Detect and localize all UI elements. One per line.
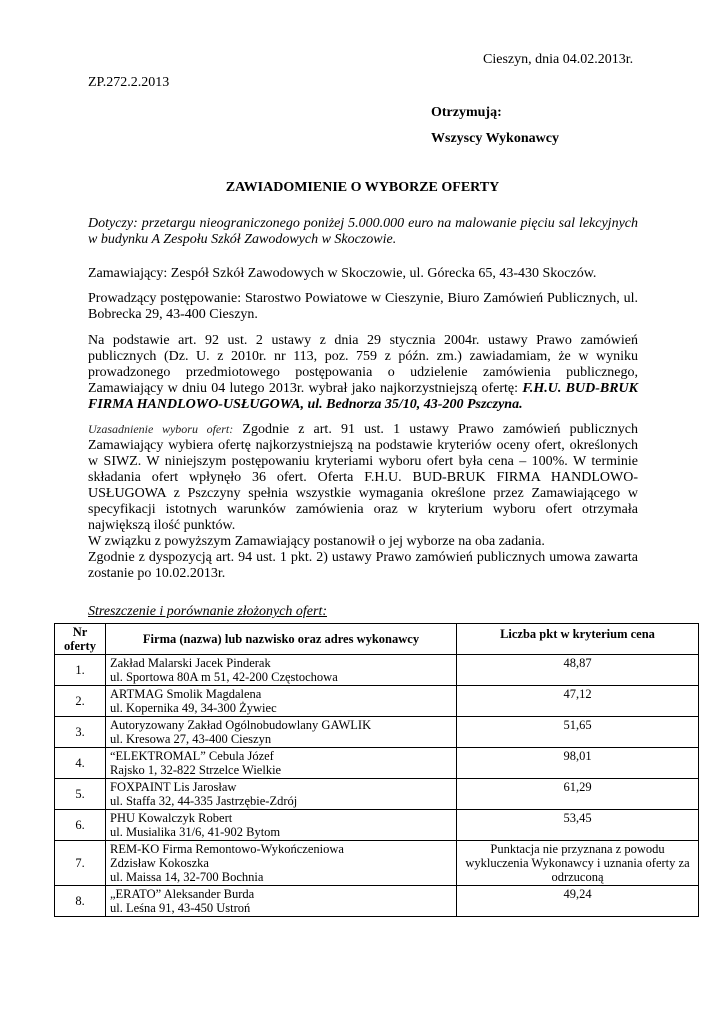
offer-points: 48,87 [457,655,699,686]
reference-number: ZP.272.2.2013 [88,75,170,90]
offer-contractor [106,810,457,841]
contractor-name: PHU Kowalczyk Robert [110,811,233,825]
contractor-name: Autoryzowany Zakład Ogólnobudowlany GAWLIK [110,718,372,732]
table-header-row [55,624,699,655]
contracting-authority: Zamawiający: Zespół Szkół Zawodowych w Skoczowie, ul. Górecka 65, 43-430 Skoczów. [88,266,597,281]
table-row [55,717,699,748]
justification-paragraph [88,421,638,582]
offer-number: 5. [55,779,106,810]
header-nr: Nr oferty [55,624,106,655]
offer-points: 61,29 [457,779,699,810]
offer-points: 51,65 [457,717,699,748]
offer-contractor [106,841,457,886]
offer-number: 1. [55,655,106,686]
justification-text: Zgodnie z art. 91 ust. 1 ustawy Prawo zamówień publicznych Zamawiający wybiera ofertę najkorzystniejszą na podstawie kryteriów oceny ofert, określonych w SIWZ. W niniejszym postępowaniu kryteriami wyboru ofert była cena – 100%. W terminie składania ofert wpłynęło 36 ofert. Oferta F.H.U. BUD-BRUK FIRMA HANDLOWO-USŁUGOWA z Pszczyny spełnia wszystkie wymagania określone przez Zamawiającego w specyfikacji istotnych warunków zamówienia oraz w kryterium wyboru ofert otrzymała największą ilość punktów. [88,422,638,533]
offer-number: 2. [55,686,106,717]
contractor-address: ul. Musialika 31/6, 41-902 Bytom [110,825,281,839]
justification-label: Uzasadnienie wyboru ofert: [88,422,234,436]
table-row [55,686,699,717]
table-row [55,810,699,841]
offer-contractor [106,748,457,779]
offer-points: Punktacja nie przyznana z powodu wykluczenia Wykonawcy i uznania oferty za odrzuconą [457,841,699,886]
subject: Dotyczy: przetargu nieograniczonego poniżej 5.000.000 euro na malowanie pięciu sal lekcyjnych w budynku A Zespołu Szkół Zawodowych w Skoczowie. [88,216,638,247]
table-row [55,779,699,810]
offer-points: 49,24 [457,886,699,917]
offer-contractor [106,779,457,810]
contractor-address: ul. Staffa 32, 44-335 Jastrzębie-Zdrój [110,794,298,808]
conducting-party: Prowadzący postępowanie: Starostwo Powiatowe w Cieszynie, Biuro Zamówień Publicznych, ul. Bobrecka 29, 43-400 Cieszyn. [88,291,638,322]
contractor-address: Zdzisław Kokoszka [110,856,209,870]
place-date: Cieszyn, dnia 04.02.2013r. [483,52,634,67]
header-points: Liczba pkt w kryterium cena [457,624,699,655]
justification-main [88,421,638,534]
contractor-address: ul. Leśna 91, 43-450 Ustroń [110,901,251,915]
offer-number: 8. [55,886,106,917]
offers-table [54,623,699,917]
contractor-address-line-2: ul. Maissa 14, 32-700 Bochnia [110,870,264,884]
justification-line-2: W związku z powyższym Zamawiający postanowił o jej wyborze na oba zadania. [88,534,545,549]
decision-paragraph [88,333,638,413]
contractor-address: ul. Kopernika 49, 34-300 Żywiec [110,701,277,715]
table-row [55,886,699,917]
recipients-block [431,100,559,152]
justification-line-3: Zgodnie z dyspozycją art. 94 ust. 1 pkt. 2) ustawy Prawo zamówień publicznych umowa zawarta zostanie po 10.02.2013r. [88,550,638,581]
contractor-name: FOXPAINT Lis Jarosław [110,780,237,794]
contractor-name: REM-KO Firma Remontowo-Wykończeniowa [110,842,344,856]
header-firm: Firma (nazwa) lub nazwisko oraz adres wykonawcy [106,624,457,655]
offers-table-body [55,655,699,917]
offer-contractor [106,717,457,748]
offer-points: 53,45 [457,810,699,841]
contractor-address: Rajsko 1, 32-822 Strzelce Wielkie [110,763,282,777]
table-row [55,748,699,779]
winning-offer: F.H.U. BUD-BRUK FIRMA HANDLOWO-USŁUGOWA, ul. Bednorza 35/10, 43-200 Pszczyna. [88,381,639,412]
offer-number: 6. [55,810,106,841]
contractor-address: ul. Sportowa 80A m 51, 42-200 Częstochowa [110,670,338,684]
table-row [55,655,699,686]
offer-number: 7. [55,841,106,886]
table-row [55,841,699,886]
offer-points: 47,12 [457,686,699,717]
decision-text: Na podstawie art. 92 ust. 2 ustawy z dnia 29 stycznia 2004r. ustawy Prawo zamówień publicznych (Dz. U. z 2010r. nr 113, poz. 759 z późn. zm.) zawiadamiam, że w wyniku prowadzonego przedmiotowego postępowania o udzielenie zamówienia publicznego, Zamawiający w dniu 04 lutego 2013r. wybrał jako najkorzystniejszą ofertę: [88,333,638,396]
offer-points: 98,01 [457,748,699,779]
offer-contractor [106,686,457,717]
summary-heading: Streszczenie i porównanie złożonych ofert: [88,604,328,619]
offer-contractor [106,886,457,917]
contractor-name: “ELEKTROMAL” Cebula Józef [110,749,274,763]
offer-number: 4. [55,748,106,779]
offer-number: 3. [55,717,106,748]
recipients: Wszyscy Wykonawcy [431,131,559,146]
offer-contractor [106,655,457,686]
contractor-address: ul. Kresowa 27, 43-400 Cieszyn [110,732,272,746]
contractor-name: ARTMAG Smolik Magdalena [110,687,262,701]
document-title: ZAWIADOMIENIE O WYBORZE OFERTY [225,180,500,195]
contractor-name: Zakład Malarski Jacek Pinderak [110,656,271,670]
recipients-label: Otrzymują: [431,105,502,120]
contractor-name: „ERATO” Aleksander Burda [110,887,255,901]
